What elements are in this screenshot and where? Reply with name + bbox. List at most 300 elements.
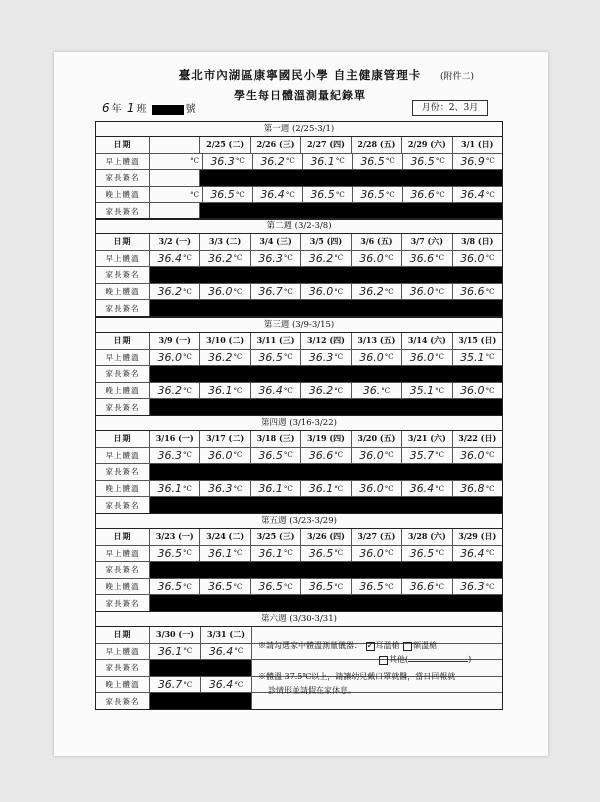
redacted-signature — [150, 497, 502, 513]
redacted-signature — [150, 300, 502, 316]
temperature-cell — [301, 546, 351, 562]
unit-label: °C — [334, 254, 344, 263]
handwritten-temp: 36.0 — [207, 285, 233, 299]
unit-label: °C — [183, 484, 192, 493]
handwritten-temp: 36.0 — [359, 546, 384, 560]
date-cell: 3/15 (日) — [458, 335, 497, 346]
unit-label: °C — [485, 287, 495, 296]
unit-label: °C — [183, 451, 192, 460]
parent-sign-row — [96, 595, 502, 611]
handwritten-temp: 36.5 — [359, 580, 384, 594]
handwritten-temp: 36.5 — [258, 448, 283, 462]
handwritten-temp: 36.7 — [157, 678, 183, 692]
unit-label: °C — [385, 190, 395, 199]
temperature-cell — [150, 350, 200, 366]
empty-cell — [452, 627, 502, 643]
parent-sign-row — [96, 300, 502, 316]
unit-label: °C — [485, 386, 495, 395]
attachment-label: (附件二) — [440, 72, 475, 82]
handwritten-temp: 36.0 — [460, 384, 485, 398]
date-cell: 3/23 (一) — [150, 529, 200, 545]
handwritten-temp: 36.1 — [207, 546, 233, 560]
temperature-cell — [150, 677, 201, 693]
handwritten-temp: 36.1 — [308, 482, 334, 496]
date-cell: 3/16 (一) — [150, 431, 200, 447]
handwritten-temp: 36.0 — [308, 285, 334, 299]
week-block — [95, 317, 503, 416]
handwritten-temp: 36.3 — [157, 448, 183, 462]
unit-label: °C — [334, 582, 344, 591]
temperature-cell — [352, 383, 402, 399]
unit-label: °C — [183, 549, 192, 558]
parent-sign-row — [96, 562, 502, 579]
row-label: 日期 — [96, 529, 150, 545]
date-cell: 3/19 (四) — [301, 431, 351, 447]
temperature-cell — [301, 448, 351, 464]
date-cell: 3/21 (六) — [402, 431, 452, 447]
unit-label: °C — [384, 254, 394, 263]
temperature-cell — [353, 154, 403, 170]
empty-cell — [150, 137, 200, 153]
temperature-cell — [352, 546, 402, 562]
temperature-cell — [200, 284, 250, 300]
handwritten-temp: 36.3 — [207, 482, 233, 496]
unit-label: °C — [334, 386, 344, 395]
unit-label: °C — [285, 157, 295, 166]
row-label: 早上體溫 — [96, 251, 150, 267]
date-cell: 2/25 (二) — [200, 137, 250, 153]
unit-label: °C — [233, 582, 243, 591]
temperature-cell — [251, 579, 301, 595]
temperature-cell — [200, 350, 250, 366]
handwritten-temp: 36.2 — [157, 384, 183, 398]
date-cell: 3/31 (二) — [201, 627, 252, 643]
temperature-cell — [200, 481, 250, 497]
handwritten-temp: 35.1 — [409, 384, 435, 398]
date-cell: 3/20 (五) — [352, 431, 402, 447]
handwritten-temp: 36.5 — [258, 580, 283, 594]
temperature-cell — [352, 579, 402, 595]
morning-temp-row — [96, 448, 502, 465]
unit-label: °C — [381, 386, 391, 395]
temperature-cell — [403, 154, 453, 170]
handwritten-temp: 36.7 — [258, 285, 283, 299]
handwritten-temp: 36.4 — [460, 188, 485, 202]
week-block — [95, 415, 503, 514]
row-label: 晚上體溫 — [96, 579, 150, 595]
handwritten-temp: 36.4 — [260, 188, 285, 202]
row-label: 日期 — [96, 627, 150, 643]
handwritten-temp: 36.8 — [460, 482, 485, 496]
unit-label: °C — [285, 190, 295, 199]
handwritten-temp: 36.6 — [460, 285, 485, 299]
date-cell: 3/2 (一) — [150, 234, 200, 250]
row-label: 日期 — [96, 333, 150, 349]
grade-label: 年 — [111, 104, 122, 115]
unit-label: °C — [233, 549, 243, 558]
temperature-cell — [150, 546, 200, 562]
unit-label: °C — [384, 353, 394, 362]
temperature-cell — [402, 546, 452, 562]
temperature-cell — [453, 579, 502, 595]
unit-label: °C — [335, 190, 345, 199]
handwritten-temp: 36.1 — [258, 546, 283, 560]
temperature-cell — [150, 579, 200, 595]
temperature-cell — [251, 481, 301, 497]
unit-label: °C — [233, 254, 243, 263]
ear-label: 耳溫槍 — [375, 641, 400, 650]
class-value: 1 — [126, 101, 135, 115]
date-row — [96, 529, 502, 546]
redacted-signature — [200, 203, 502, 219]
form-title: 臺北市內湖區康寧國民小學 自主健康管理卡 — [178, 68, 422, 82]
date-cell: 2/29 (六) — [402, 137, 452, 153]
unit-label: °C — [485, 549, 495, 558]
temperature-cell — [200, 579, 250, 595]
date-cell: 2/26 (三) — [251, 137, 301, 153]
handwritten-temp: 36.6 — [409, 251, 435, 265]
unit-label: °C — [485, 190, 495, 199]
temperature-cell — [301, 350, 351, 366]
temperature-cell — [201, 644, 252, 660]
handwritten-temp: 36.0 — [359, 350, 384, 364]
temperature-cell — [253, 154, 303, 170]
temperature-cell — [301, 579, 351, 595]
handwritten-temp: 36.0 — [207, 448, 233, 462]
temperature-cell — [402, 481, 452, 497]
handwritten-temp: 36.5 — [207, 580, 233, 594]
handwritten-temp: 36.1 — [258, 482, 283, 496]
temperature-cell — [251, 251, 301, 267]
unit-label: °C — [435, 484, 444, 493]
unit-label: °C — [233, 386, 243, 395]
unit-label: °C — [183, 582, 192, 591]
week-title: 第六週 (3/30-3/31) — [96, 612, 502, 627]
forehead-label: 額溫槍 — [413, 641, 438, 650]
unit-label: °C — [435, 549, 444, 558]
temperature-cell — [303, 187, 353, 203]
handwritten-temp: 36.4 — [460, 546, 485, 560]
unit-label: °C — [283, 287, 293, 296]
handwritten-temp: 36.0 — [359, 448, 384, 462]
unit-label: °C — [485, 353, 495, 362]
unit-label: °C — [283, 254, 293, 263]
row-label: 日期 — [96, 137, 150, 153]
temperature-cell — [150, 481, 200, 497]
unit-label: °C — [283, 484, 293, 493]
date-cell: 3/5 (四) — [301, 234, 351, 250]
redacted-signature — [150, 660, 251, 676]
month-box: 月份：2、3月 — [412, 100, 488, 116]
handwritten-temp: 36.6 — [409, 580, 435, 594]
temperature-cell — [352, 350, 402, 366]
handwritten-temp: 36.1 — [157, 482, 183, 496]
morning-temp-row — [96, 251, 502, 268]
week-title: 第二週 (3/2-3/8) — [96, 219, 502, 234]
handwritten-temp: 36.5 — [409, 546, 435, 560]
date-cell: 3/14 (六) — [402, 333, 452, 349]
unit-label: °C — [183, 353, 192, 362]
temperature-cell — [301, 284, 351, 300]
unit-label: °C — [435, 157, 445, 166]
handwritten-temp: 36.1 — [310, 154, 335, 168]
row-label: 晚上體溫 — [96, 481, 150, 497]
temperature-cell — [253, 187, 303, 203]
row-label: 家長簽名 — [96, 399, 150, 415]
handwritten-temp: 36.2 — [308, 384, 334, 398]
date-row — [96, 137, 502, 154]
week-block — [95, 513, 503, 612]
temperature-cell — [402, 350, 452, 366]
handwritten-temp: 36.2 — [157, 285, 183, 299]
evening-temp-row — [96, 383, 502, 400]
redacted-seat — [152, 105, 184, 115]
row-label: 家長簽名 — [96, 660, 150, 676]
date-cell: 3/12 (四) — [301, 333, 351, 349]
date-cell: 3/10 (二) — [200, 333, 250, 349]
temperature-cell — [453, 350, 502, 366]
temperature-cell — [453, 284, 502, 300]
date-cell: 3/9 (一) — [150, 333, 200, 349]
temperature-cell — [150, 448, 200, 464]
handwritten-temp: 36.5 — [310, 188, 335, 202]
temperature-cell — [303, 154, 353, 170]
temperature-cell — [402, 448, 452, 464]
device-prompt: ※請勾選家中體溫測量儀器： — [258, 641, 362, 650]
temperature-cell — [453, 251, 502, 267]
unit-label: °C — [283, 582, 293, 591]
temperature-cell — [453, 187, 502, 203]
warning-line-2: 診情形並請假在家休息。 — [268, 686, 356, 695]
unit-label: °C — [190, 190, 199, 199]
morning-temp-row — [96, 350, 502, 367]
unit-label: °C — [334, 451, 344, 460]
redacted-signature — [150, 464, 502, 480]
redacted-signature — [150, 693, 251, 709]
unit-label: °C — [233, 484, 243, 493]
date-cell: 3/29 (日) — [458, 531, 497, 542]
temperature-cell — [251, 350, 301, 366]
temperature-cell — [150, 383, 200, 399]
unit-label: °C — [435, 582, 444, 591]
unit-label: °C — [485, 484, 495, 493]
unit-label: °C — [485, 157, 495, 166]
unit-label: °C — [183, 254, 192, 263]
unit-label: °C — [384, 582, 394, 591]
handwritten-temp: 36.2 — [207, 251, 233, 265]
date-cell: 3/11 (三) — [251, 333, 301, 349]
row-label: 早上體溫 — [96, 154, 150, 170]
handwritten-temp: 35.7 — [409, 448, 435, 462]
unit-label: °C — [283, 549, 293, 558]
handwritten-temp: 36.6 — [410, 188, 435, 202]
redacted-signature — [150, 562, 502, 578]
handwritten-temp: 36.0 — [359, 482, 384, 496]
week-title: 第一週 (2/25-3/1) — [96, 122, 502, 137]
redacted-signature — [200, 170, 502, 186]
handwritten-temp: 36.3 — [258, 251, 283, 265]
handwritten-temp: 36.5 — [258, 350, 283, 364]
date-cell: 3/24 (二) — [200, 529, 250, 545]
handwritten-temp: 36.4 — [157, 251, 183, 265]
signature-cell — [150, 170, 200, 186]
parent-sign-row — [96, 267, 502, 284]
handwritten-temp: 36.4 — [409, 482, 435, 496]
handwritten-temp: 36.5 — [308, 580, 334, 594]
date-cell: 3/3 (二) — [200, 234, 250, 250]
temperature-cell — [203, 187, 253, 203]
handwritten-temp: 36.3 — [210, 154, 235, 168]
class-info — [100, 100, 196, 115]
handwritten-temp: 36.5 — [360, 188, 385, 202]
unit-label: °C — [335, 157, 345, 166]
handwritten-temp: 36.4 — [258, 384, 283, 398]
unit-label: °C — [435, 287, 444, 296]
date-cell: 3/28 (六) — [402, 529, 452, 545]
row-label: 家長簽名 — [96, 464, 150, 480]
temperature-cell — [150, 284, 200, 300]
temperature-cell — [453, 448, 502, 464]
handwritten-temp: 36.0 — [359, 251, 384, 265]
handwritten-temp: 36.2 — [308, 251, 334, 265]
row-label: 晚上體溫 — [96, 284, 150, 300]
signature-cell — [150, 203, 200, 219]
handwritten-temp: 36.5 — [210, 188, 235, 202]
class-label: 班 — [136, 104, 147, 115]
row-label: 晚上體溫 — [96, 187, 150, 203]
temperature-cell — [453, 154, 502, 170]
handwritten-temp: 36.5 — [157, 580, 183, 594]
handwritten-temp: 36.3 — [460, 580, 485, 594]
unit-label: °C — [233, 353, 243, 362]
temperature-cell — [150, 644, 201, 660]
unit-label: °C — [234, 680, 244, 689]
row-label: 家長簽名 — [96, 203, 150, 219]
unit-label: °C — [283, 451, 293, 460]
device-note — [258, 639, 437, 653]
date-row — [96, 234, 502, 251]
handwritten-temp: 36.4 — [208, 678, 234, 692]
unit-label: °C — [183, 647, 193, 656]
unit-label: °C — [334, 287, 344, 296]
other-end: ) — [468, 655, 472, 664]
unit-label: °C — [334, 353, 344, 362]
redacted-signature — [150, 366, 502, 382]
temperature-cell — [251, 284, 301, 300]
row-label: 早上體溫 — [96, 644, 150, 660]
unit-label: °C — [190, 157, 199, 166]
checkbox-forehead[interactable] — [403, 642, 412, 651]
temperature-cell — [200, 383, 250, 399]
unit-label: °C — [283, 386, 293, 395]
row-label: 晚上體溫 — [96, 677, 150, 693]
parent-sign-row — [96, 497, 502, 513]
unit-label: °C — [485, 254, 495, 263]
date-cell: 3/22 (日) — [458, 433, 497, 444]
temperature-cell — [251, 546, 301, 562]
morning-temp-row — [96, 546, 502, 563]
handwritten-temp: 36.1 — [207, 384, 233, 398]
date-cell: 2/28 (五) — [352, 137, 402, 153]
temperature-cell — [150, 251, 200, 267]
device-other — [378, 653, 471, 667]
row-label: 日期 — [96, 234, 150, 250]
checkbox-other[interactable] — [379, 656, 388, 665]
redacted-signature — [150, 399, 502, 415]
row-label: 早上體溫 — [96, 448, 150, 464]
date-cell: 3/30 (一) — [150, 627, 201, 643]
unit-label: °C — [435, 451, 444, 460]
warning-note — [258, 670, 455, 698]
handwritten-temp: 36.2 — [260, 154, 285, 168]
checkbox-ear[interactable] — [366, 642, 375, 651]
row-label: 早上體溫 — [96, 350, 150, 366]
unit-label: °C — [235, 190, 245, 199]
handwritten-temp: 36.3 — [308, 350, 334, 364]
unit-label: °C — [384, 287, 394, 296]
redacted-signature — [150, 267, 502, 283]
temperature-cell — [200, 251, 250, 267]
unit-label: °C — [384, 484, 394, 493]
unit-label: °C — [283, 353, 293, 362]
empty-cell — [452, 693, 502, 709]
date-cell: 3/8 (日) — [461, 236, 494, 247]
temperature-cell — [150, 154, 203, 170]
row-label: 家長簽名 — [96, 595, 150, 611]
date-cell: 3/1 (日) — [461, 139, 494, 150]
handwritten-temp: 36.4 — [208, 644, 234, 658]
temperature-cell — [301, 481, 351, 497]
evening-temp-row — [96, 481, 502, 498]
temperature-cell — [403, 187, 453, 203]
handwritten-temp: 36.9 — [460, 154, 485, 168]
handwritten-temp: 35.1 — [460, 350, 485, 364]
temperature-cell — [453, 383, 502, 399]
handwritten-temp: 36. — [362, 384, 381, 398]
temperature-cell — [402, 579, 452, 595]
temperature-cell — [251, 383, 301, 399]
date-cell: 3/13 (五) — [352, 333, 402, 349]
seat-label: 號 — [185, 104, 196, 115]
form-subtitle: 學生每日體溫測量紀錄單 — [234, 89, 366, 102]
unit-label: °C — [435, 353, 444, 362]
unit-label: °C — [384, 549, 394, 558]
temperature-cell — [301, 251, 351, 267]
parent-sign-row — [96, 170, 502, 187]
handwritten-temp: 36.0 — [460, 448, 485, 462]
unit-label: °C — [485, 582, 495, 591]
handwritten-temp: 36.5 — [308, 546, 334, 560]
unit-label: °C — [334, 484, 344, 493]
date-cell: 2/27 (四) — [301, 137, 351, 153]
parent-sign-row — [96, 203, 502, 219]
other-label: 其他( — [389, 655, 409, 664]
temperature-cell — [353, 187, 403, 203]
handwritten-temp: 36.5 — [157, 546, 183, 560]
date-cell: 3/25 (三) — [251, 529, 301, 545]
handwritten-temp: 36.5 — [360, 154, 385, 168]
temperature-cell — [352, 481, 402, 497]
row-label: 家長簽名 — [96, 170, 150, 186]
temperature-cell — [150, 187, 203, 203]
unit-label: °C — [183, 680, 193, 689]
handwritten-temp: 36.2 — [207, 350, 233, 364]
temperature-cell — [352, 448, 402, 464]
handwritten-temp: 36.0 — [409, 350, 435, 364]
temperature-cell — [453, 481, 502, 497]
row-label: 家長簽名 — [96, 366, 150, 382]
handwritten-temp: 36.1 — [157, 644, 183, 658]
